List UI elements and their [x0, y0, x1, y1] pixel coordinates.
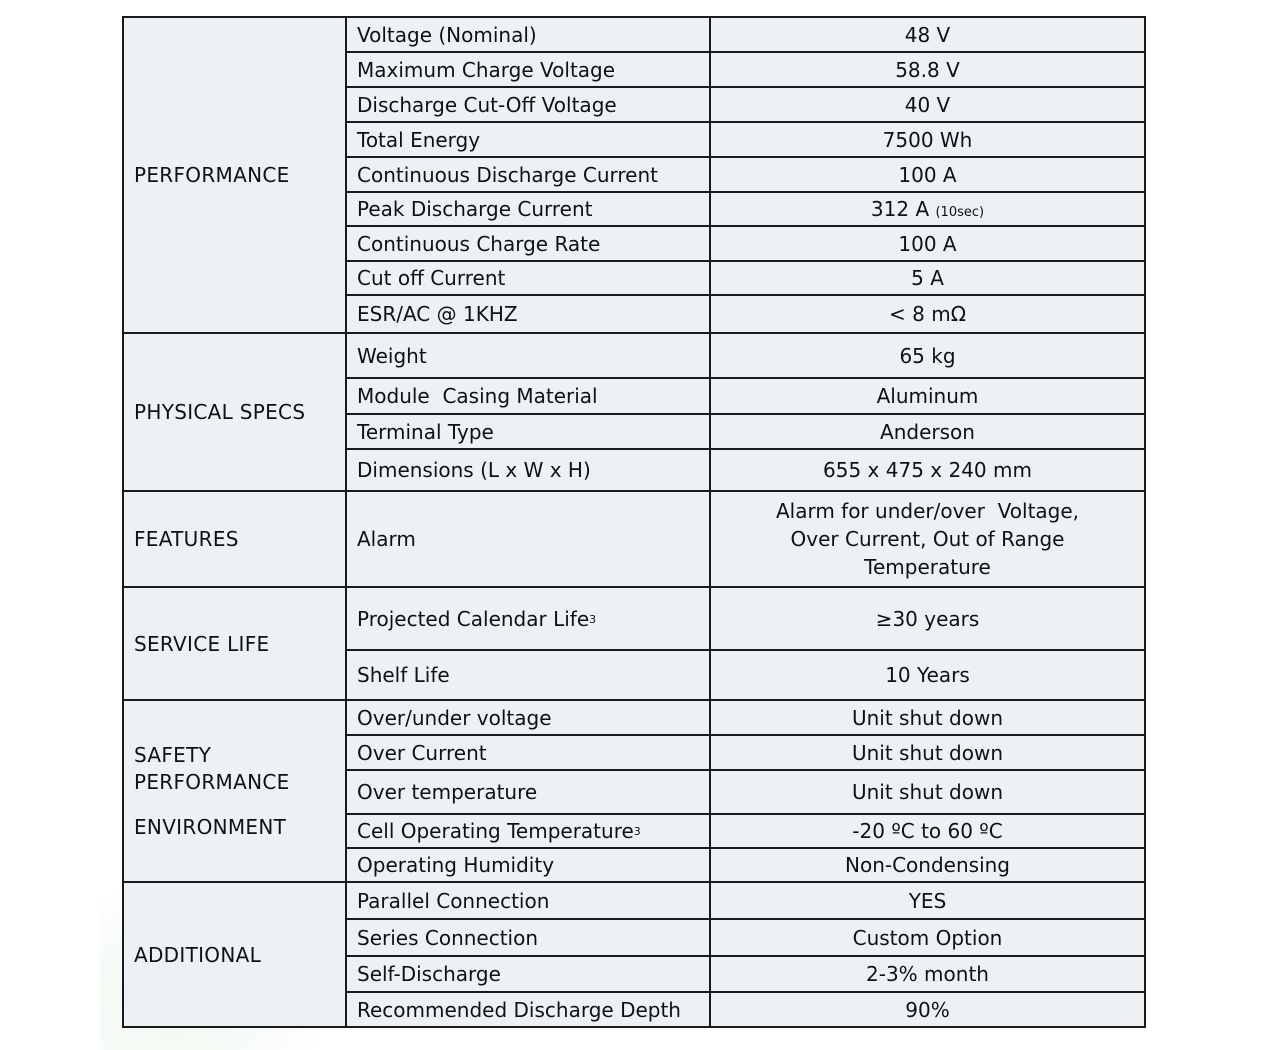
spec-value: < 8 mΩ	[710, 295, 1145, 333]
spec-label: Series Connection	[346, 919, 710, 956]
section-features: FEATURES	[123, 491, 346, 587]
section-line: SAFETY	[134, 742, 212, 767]
table-row	[123, 491, 1145, 587]
section-performance: PERFORMANCE	[123, 17, 346, 333]
spec-label: Over temperature	[346, 770, 710, 814]
spec-value: Non-Condensing	[710, 848, 1145, 882]
spec-value: Unit shut down	[710, 770, 1145, 814]
spec-label: Recommended Discharge Depth	[346, 992, 710, 1027]
section-spacer	[134, 796, 335, 814]
spec-value: 90%	[710, 992, 1145, 1027]
spec-value: 10 Years	[710, 650, 1145, 700]
spec-value	[710, 491, 1145, 587]
spec-value: Aluminum	[710, 378, 1145, 414]
spec-value: 655 x 475 x 240 mm	[710, 449, 1145, 491]
table-row	[123, 333, 1145, 378]
spec-label: Cut off Current	[346, 261, 710, 295]
table-row	[123, 882, 1145, 919]
spec-value: YES	[710, 882, 1145, 919]
spec-value-line: Over Current, Out of Range	[790, 527, 1065, 551]
table-row	[123, 17, 1145, 52]
spec-label: Weight	[346, 333, 710, 378]
spec-label: Operating Humidity	[346, 848, 710, 882]
spec-value-note: (10sec)	[935, 205, 985, 220]
spec-value: 58.8 V	[710, 52, 1145, 87]
section-line: ENVIRONMENT	[134, 814, 287, 839]
spec-label: Continuous Discharge Current	[346, 157, 710, 192]
spec-value: 2-3% month	[710, 956, 1145, 992]
spec-value: 100 A	[710, 226, 1145, 261]
spec-value: 7500 Wh	[710, 122, 1145, 157]
spec-table	[122, 16, 1146, 1028]
spec-value: Anderson	[710, 414, 1145, 449]
spec-label: Over/under voltage	[346, 700, 710, 735]
table-row	[123, 700, 1145, 735]
spec-label	[346, 587, 710, 650]
spec-label: Parallel Connection	[346, 882, 710, 919]
section-physical-specs: PHYSICAL SPECS	[123, 333, 346, 491]
spec-value: 5 A	[710, 261, 1145, 295]
spec-value	[710, 192, 1145, 226]
spec-value: ≥30 years	[710, 587, 1145, 650]
spec-value: 65 kg	[710, 333, 1145, 378]
spec-value-line: Temperature	[864, 555, 991, 579]
spec-label: Self-Discharge	[346, 956, 710, 992]
section-line: PERFORMANCE	[134, 769, 290, 794]
footnote-marker: 3	[589, 612, 597, 626]
spec-value-line: Alarm for under/over Voltage,	[775, 499, 1080, 523]
table-row	[123, 587, 1145, 650]
spec-value: 100 A	[710, 157, 1145, 192]
spec-label: Continuous Charge Rate	[346, 226, 710, 261]
spec-label: Module Casing Material	[346, 378, 710, 414]
spec-value: Custom Option	[710, 919, 1145, 956]
spec-value: -20 ºC to 60 ºC	[710, 814, 1145, 848]
section-safety-performance-environment	[123, 700, 346, 882]
spec-label: Maximum Charge Voltage	[346, 52, 710, 87]
section-service-life: SERVICE LIFE	[123, 587, 346, 700]
spec-label: Over Current	[346, 735, 710, 770]
spec-value-main: 312 A	[870, 197, 930, 221]
spec-label: Dimensions (L x W x H)	[346, 449, 710, 491]
spec-label: Peak Discharge Current	[346, 192, 710, 226]
spec-label: Voltage (Nominal)	[346, 17, 710, 52]
spec-value: 48 V	[710, 17, 1145, 52]
spec-label: ESR/AC @ 1KHZ	[346, 295, 710, 333]
spec-label: Total Energy	[346, 122, 710, 157]
spec-label: Terminal Type	[346, 414, 710, 449]
spec-label: Alarm	[346, 491, 710, 587]
spec-value: Unit shut down	[710, 700, 1145, 735]
spec-label-text: Projected Calendar Life	[357, 606, 590, 631]
spec-label	[346, 814, 710, 848]
spec-label: Discharge Cut-Off Voltage	[346, 87, 710, 122]
section-additional: ADDITIONAL	[123, 882, 346, 1027]
spec-value: Unit shut down	[710, 735, 1145, 770]
spec-label-text: Cell Operating Temperature	[357, 819, 634, 843]
spec-value: 40 V	[710, 87, 1145, 122]
spec-label: Shelf Life	[346, 650, 710, 700]
footnote-marker: 3	[633, 825, 641, 838]
